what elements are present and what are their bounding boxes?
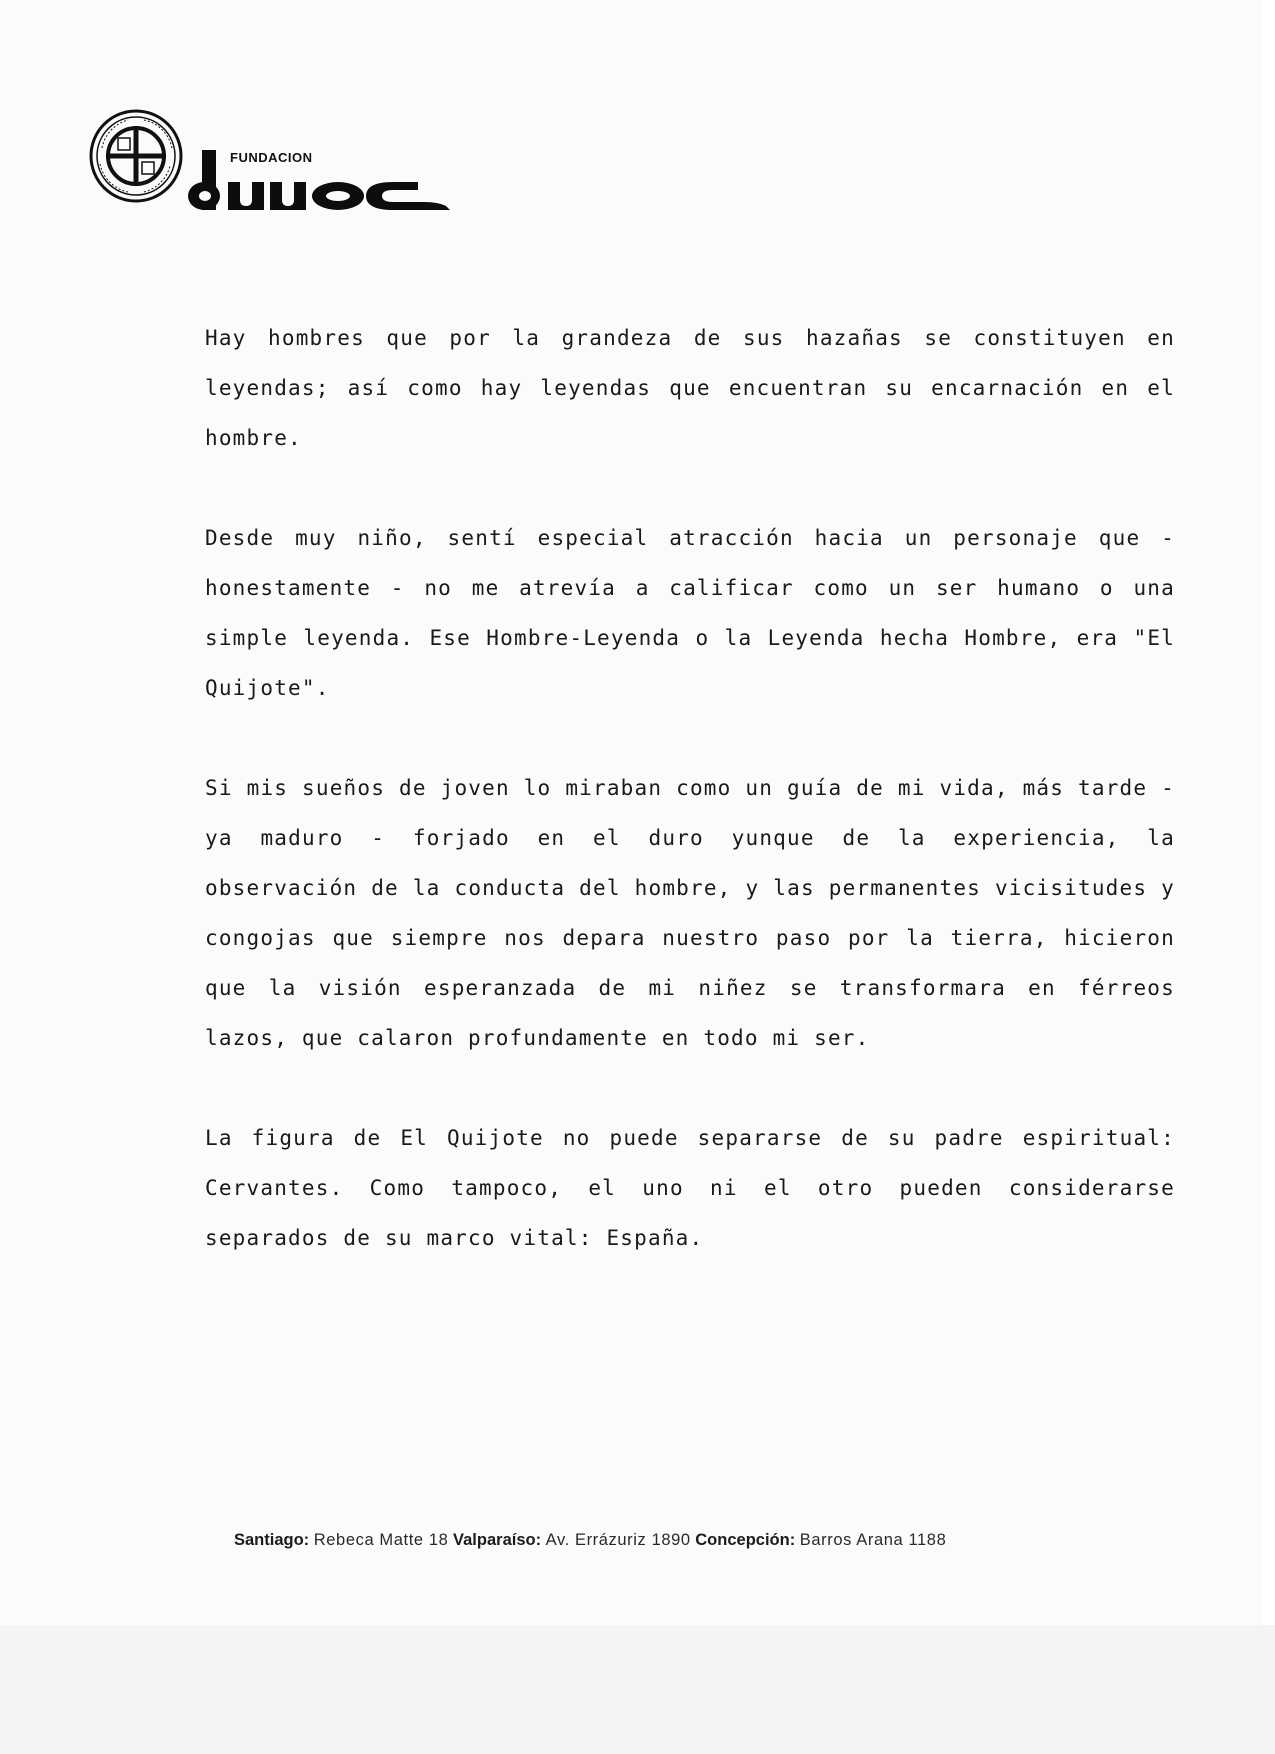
duoc-logo [88,108,408,208]
paragraph-dreams: Si mis sueños de joven lo miraban como un guía de mi vida, más tarde - ya maduro - forjado en el duro yunque de la experiencia, la observación de la conducta del hombre, y las permanentes vicisitudes y congojas que siempre nos depara nuestro paso por la tierra, hicieron que la visión esperanzada de mi niñez se transformara en férreos lazos, que calaron profundamente en todo mi ser. [205,776,1175,1050]
footer-concepcion-address: Barros Arana 1188 [799,1531,947,1549]
paragraph-cervantes: La figura de El Quijote no puede separarse de su padre espiritual: Cervantes. Como tampoco, el uno ni el otro pueden considerarse separados de su marco vital: España. [205,1126,1175,1250]
footer-valparaiso-label: Valparaíso: [453,1531,542,1549]
footer-addresses [234,1531,946,1550]
paragraph-legends: Hay hombres que por la grandeza de sus hazañas se constituyen en leyendas; así como hay leyendas que encuentran su encarnación en el hombre. [205,326,1175,450]
footer-concepcion-label: Concepción: [695,1531,796,1549]
institutional-seal-icon [88,108,184,204]
paragraph-childhood: Desde muy niño, sentí especial atracción hacia un personaje que - honestamente - no me atrevía a calificar como un ser humano o una simple leyenda. Ese Hombre-Leyenda o la Leyenda hecha Hombre, era "El Quijote". [205,526,1175,700]
footer-valparaiso-address: Av. Errázuriz 1890 [545,1531,691,1549]
duoc-wordmark-logo [188,144,488,220]
fundacion-label: FUNDACION [230,150,313,165]
footer-santiago-label: Santiago: [234,1531,310,1549]
letter-body [205,313,1175,1313]
scan-background [0,1625,1275,1754]
footer-santiago-address: Rebeca Matte 18 [313,1531,449,1549]
